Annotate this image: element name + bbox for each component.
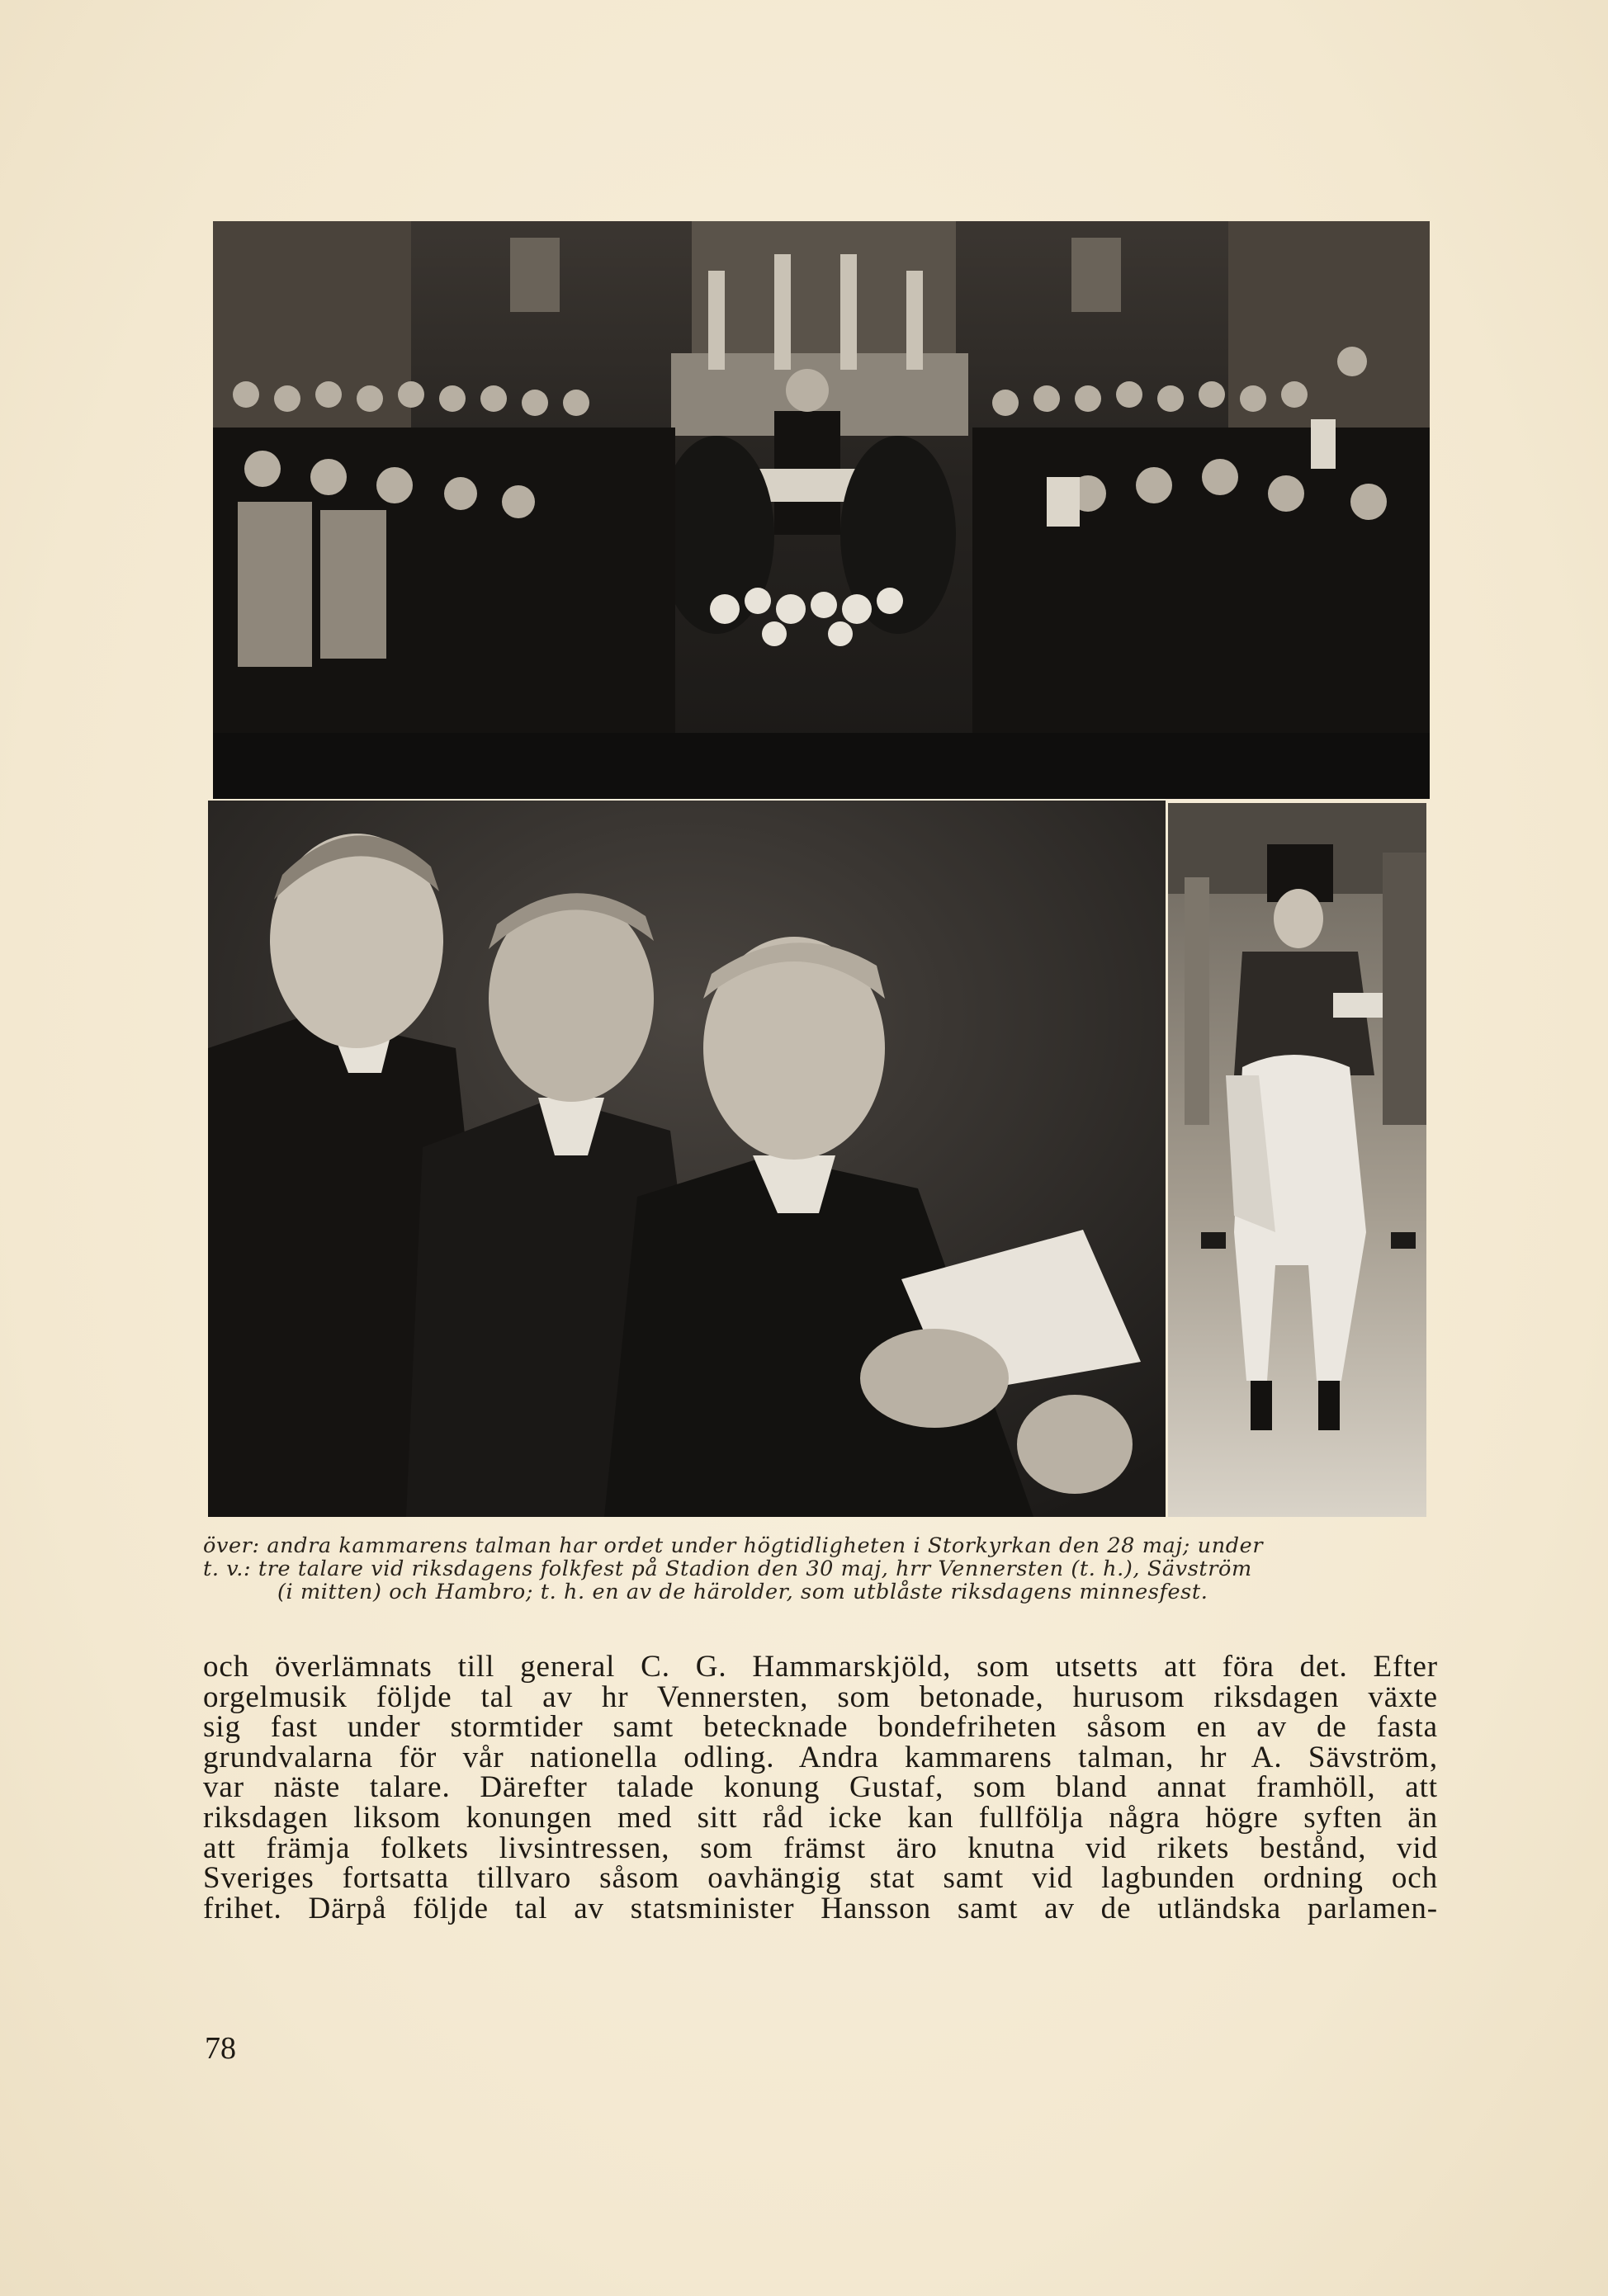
body-line: sig fast under stormtider samt betecknade bondefriheten såsom en av de fasta bbox=[203, 1710, 1438, 1745]
photo-storkyrkan-ceremony bbox=[213, 221, 1430, 799]
body-line: Sveriges fortsatta tillvaro såsom oavhängig stat samt vid lagbunden ordning och bbox=[203, 1861, 1438, 1896]
body-line: var näste talare. Därefter talade konung Gustaf, som bland annat framhöll, att bbox=[203, 1770, 1438, 1805]
photo-three-speakers bbox=[208, 801, 1166, 1517]
photo-storkyrkan-image bbox=[213, 221, 1430, 799]
body-line: frihet. Därpå följde tal av statsminister Hansson samt av de utländska parlamen- bbox=[203, 1891, 1438, 1925]
body-line: orgelmusik följde tal av hr Vennersten, som betonade, hurusom riksdagen växte bbox=[203, 1679, 1438, 1714]
body-line: att främja folkets livsintressen, som främst äro knutna vid rikets bestånd, vid bbox=[203, 1831, 1438, 1865]
photo-three-speakers-image bbox=[208, 801, 1166, 1517]
photo-herald-on-horse bbox=[1168, 803, 1426, 1517]
page-number: 78 bbox=[205, 2031, 236, 2066]
caption-line: över: andra kammarens talman har ordet under högtidligheten i Storkyrkan den 28 maj; under bbox=[203, 1533, 1264, 1558]
body-line: och överlämnats till general C. G. Hammarskjöld, som utsetts att föra det. Efter bbox=[203, 1650, 1438, 1684]
body-paragraph bbox=[203, 1652, 1438, 1924]
body-line: grundvalarna för vår nationella odling. Andra kammarens talman, hr A. Sävström, bbox=[203, 1740, 1438, 1774]
photo-caption bbox=[203, 1534, 1433, 1604]
caption-line: (i mitten) och Hambro; t. h. en av de härolder, som utblåste riksdagens minnesfest. bbox=[277, 1580, 1208, 1604]
body-line: riksdagen liksom konungen med sitt råd icke kan fullfölja några högre syften än bbox=[203, 1800, 1438, 1835]
photo-herald-image bbox=[1168, 803, 1426, 1517]
caption-line: t. v.: tre talare vid riksdagens folkfest på Stadion den 30 maj, hrr Vennersten (t. h.), Sävström bbox=[203, 1557, 1252, 1581]
